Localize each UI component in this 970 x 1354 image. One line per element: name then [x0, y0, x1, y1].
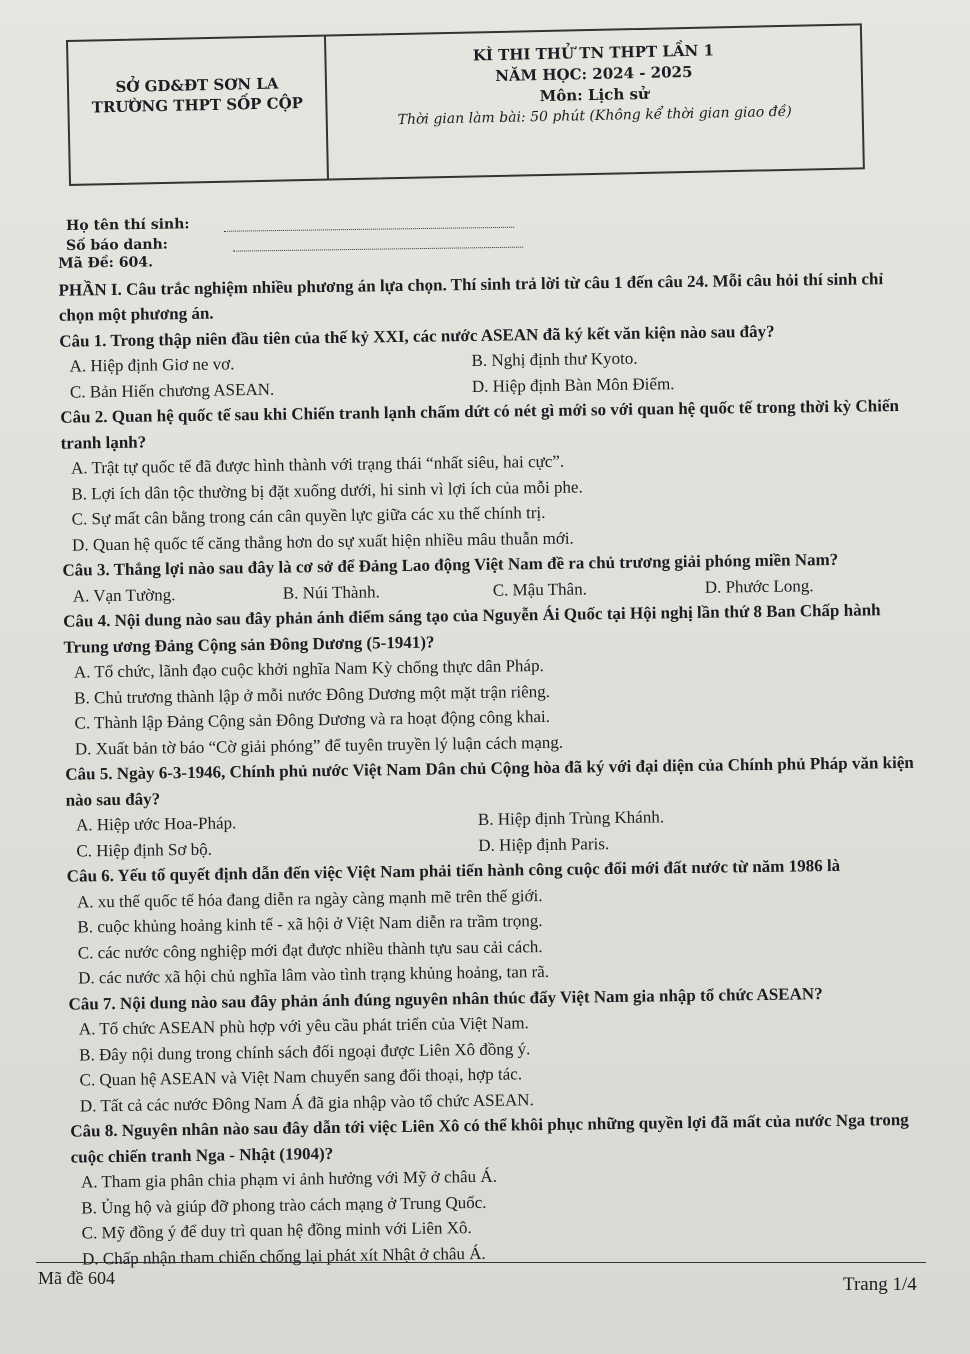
page-number: Trang 1/4	[843, 1274, 917, 1295]
q8-option-c: C. Mỹ đồng ý để duy trì quan hệ đồng minh với Liên Xô.	[81, 1218, 472, 1243]
candidate-name-row	[66, 212, 514, 234]
q3-option-b: B. Núi Thành.	[282, 581, 380, 603]
candidate-name-field	[225, 227, 515, 232]
q6-option-c: C. các nước công nghiệp mới đạt được nhiều thành tựu sau cải cách.	[77, 936, 543, 963]
question-5: Câu 5. Ngày 6-3-1946, Chính phủ nước Việt Nam Dân chủ Cộng hòa đã ký với đại diện của Chính phủ Pháp văn kiện nào sau đây?	[65, 752, 914, 810]
q5-option-b: B. Hiệp định Trùng Khánh.	[477, 807, 665, 829]
question-6: Câu 6. Yếu tố quyết định dẫn đến việc Việt Nam phải tiến hành công cuộc đổi mới đất nước từ năm 1986 là	[66, 855, 841, 886]
q2-option-a: A. Trật tự quốc tế đã được hình thành với trạng thái “nhất siêu, hai cực”.	[70, 451, 565, 478]
exam-duration: Thời gian làm bài: 50 phút (Không kể thời gian giao đề)	[397, 103, 792, 129]
q3-option-c: C. Mậu Thân.	[492, 578, 588, 600]
q1-option-b: B. Nghị định thư Kyoto.	[471, 348, 638, 370]
q4-option-c: C. Thành lập Đảng Cộng sản Đông Dương và ra hoạt động công khai.	[74, 706, 551, 733]
exam-content	[40, 240, 934, 1272]
q7-option-c: C. Quan hệ ASEAN và Việt Nam chuyển sang đối thoại, hợp tác.	[79, 1064, 523, 1090]
q7-option-b: B. Đây nội dung trong chính sách đối ngoại được Liên Xô đồng ý.	[79, 1038, 531, 1065]
part-1-instruction: PHẦN I. Câu trắc nghiệm nhiều phương án lựa chọn. Thí sinh trả lời từ câu 1 đến câu 24. Mỗi câu hỏi thí sinh chỉ chọn một phương án.	[58, 268, 884, 325]
question-1: Câu 1. Trong thập niên đầu tiên của thế kỷ XXI, các nước ASEAN đã ký kết văn kiện nào sau đây?	[59, 321, 775, 351]
q4-option-d: D. Xuất bản tờ báo “Cờ giải phóng” để tuyên truyền lý luận cách mạng.	[74, 732, 564, 759]
department-name: SỞ GD&ĐT SƠN LA	[115, 74, 279, 96]
q7-option-d: D. Tất cả các nước Đông Nam Á đã gia nhập vào tổ chức ASEAN.	[79, 1089, 534, 1116]
q7-option-a: A. Tổ chức ASEAN phù hợp với yêu cầu phát triển của Việt Nam.	[78, 1013, 529, 1039]
q3-option-a: A. Vạn Tường.	[72, 584, 176, 606]
question-8: Câu 8. Nguyên nhân nào sau đây dẫn tới việc Liên Xô có thể khôi phục những quyền lợi đã mất của nước Nga trong cuộc chiến tranh Nga - Nhật (1904)?	[70, 1109, 909, 1167]
question-2: Câu 2. Quan hệ quốc tế sau khi Chiến tranh lạnh chấm dứt có nét gì mới so với quan hệ quốc tế trong thời kỳ Chiến tranh lạnh?	[60, 396, 900, 453]
q5-option-a: A. Hiệp ước Hoa-Pháp.	[75, 813, 237, 835]
exam-info	[326, 25, 863, 190]
question-4: Câu 4. Nội dung nào sau đây phản ánh điểm sáng tạo của Nguyễn Ái Quốc tại Hội nghị lần thứ 8 Ban Chấp hành Trung ương Đảng Cộng sản Đông Dương (5-1941)?	[63, 600, 881, 657]
q2-option-c: C. Sự mất cân bằng trong cán cân quyền lực giữa các xu thế chính trị.	[71, 502, 546, 529]
candidate-name-label: Họ tên thí sinh:	[66, 216, 190, 234]
q1-option-d: D. Hiệp định Bàn Môn Điếm.	[471, 373, 675, 396]
question-3: Câu 3. Thắng lợi nào sau đây là cơ sở để Đảng Lao động Việt Nam đề ra chủ trương giải phóng miền Nam?	[62, 549, 839, 580]
q4-option-b: B. Chủ trương thành lập ở mỗi nước Đông Dương một mặt trận riêng.	[74, 681, 551, 708]
school-info	[68, 37, 329, 184]
q8-option-d: D. Chấp nhận tham chiến chống lại phát xít Nhật ở châu Á.	[81, 1243, 486, 1269]
q3-option-d: D. Phước Long.	[704, 575, 814, 597]
q6-option-a: A. xu thế quốc tế hóa đang diễn ra ngày càng mạnh mẽ trên thế giới.	[76, 885, 543, 912]
exam-code: Mã Đề: 604.	[58, 254, 154, 272]
q8-option-a: A. Tham gia phân chia phạm vi ảnh hưởng với Mỹ ở châu Á.	[80, 1166, 498, 1192]
exam-header	[66, 23, 865, 186]
footer-divider	[36, 1262, 926, 1263]
q4-option-a: A. Tổ chức, lãnh đạo cuộc khởi nghĩa Nam Kỳ chống thực dân Pháp.	[73, 656, 544, 682]
q2-option-d: D. Quan hệ quốc tế căng thẳng hơn do sự xuất hiện nhiều mâu thuẫn mới.	[71, 528, 574, 555]
q2-option-b: B. Lợi ích dân tộc thường bị đặt xuống dưới, hi sinh vì lợi ích của mỗi phe.	[71, 476, 583, 504]
subject: Môn: Lịch sử	[539, 84, 650, 106]
candidate-id-label: Số báo danh:	[66, 236, 168, 254]
q8-option-b: B. Ủng hộ và giúp đỡ phong trào cách mạng ở Trung Quốc.	[81, 1192, 487, 1218]
q5-option-d: D. Hiệp định Paris.	[478, 833, 610, 855]
q5-option-c: C. Hiệp định Sơ bộ.	[76, 839, 213, 861]
footer-exam-code: Mã đề 604	[38, 1268, 115, 1288]
q6-option-d: D. các nước xã hội chủ nghĩa lâm vào tình trạng khủng hoảng, tan rã.	[78, 961, 550, 988]
school-year: NĂM HỌC: 2024 - 2025	[495, 62, 693, 86]
q6-option-b: B. cuộc khủng hoảng kinh tế - xã hội ở Việt Nam diễn ra trầm trọng.	[77, 911, 543, 937]
q1-option-a: A. Hiệp định Giơ ne vơ.	[69, 354, 235, 376]
school-name: TRƯỜNG THPT SỐP CỘP	[91, 94, 304, 117]
q1-option-c: C. Bản Hiến chương ASEAN.	[69, 379, 275, 402]
exam-title: KÌ THI THỬ TN THPT LẦN 1	[472, 41, 715, 65]
question-7: Câu 7. Nội dung nào sau đây phản ánh đúng nguyên nhân thúc đẩy Việt Nam gia nhập tổ chức ASEAN?	[68, 983, 823, 1014]
